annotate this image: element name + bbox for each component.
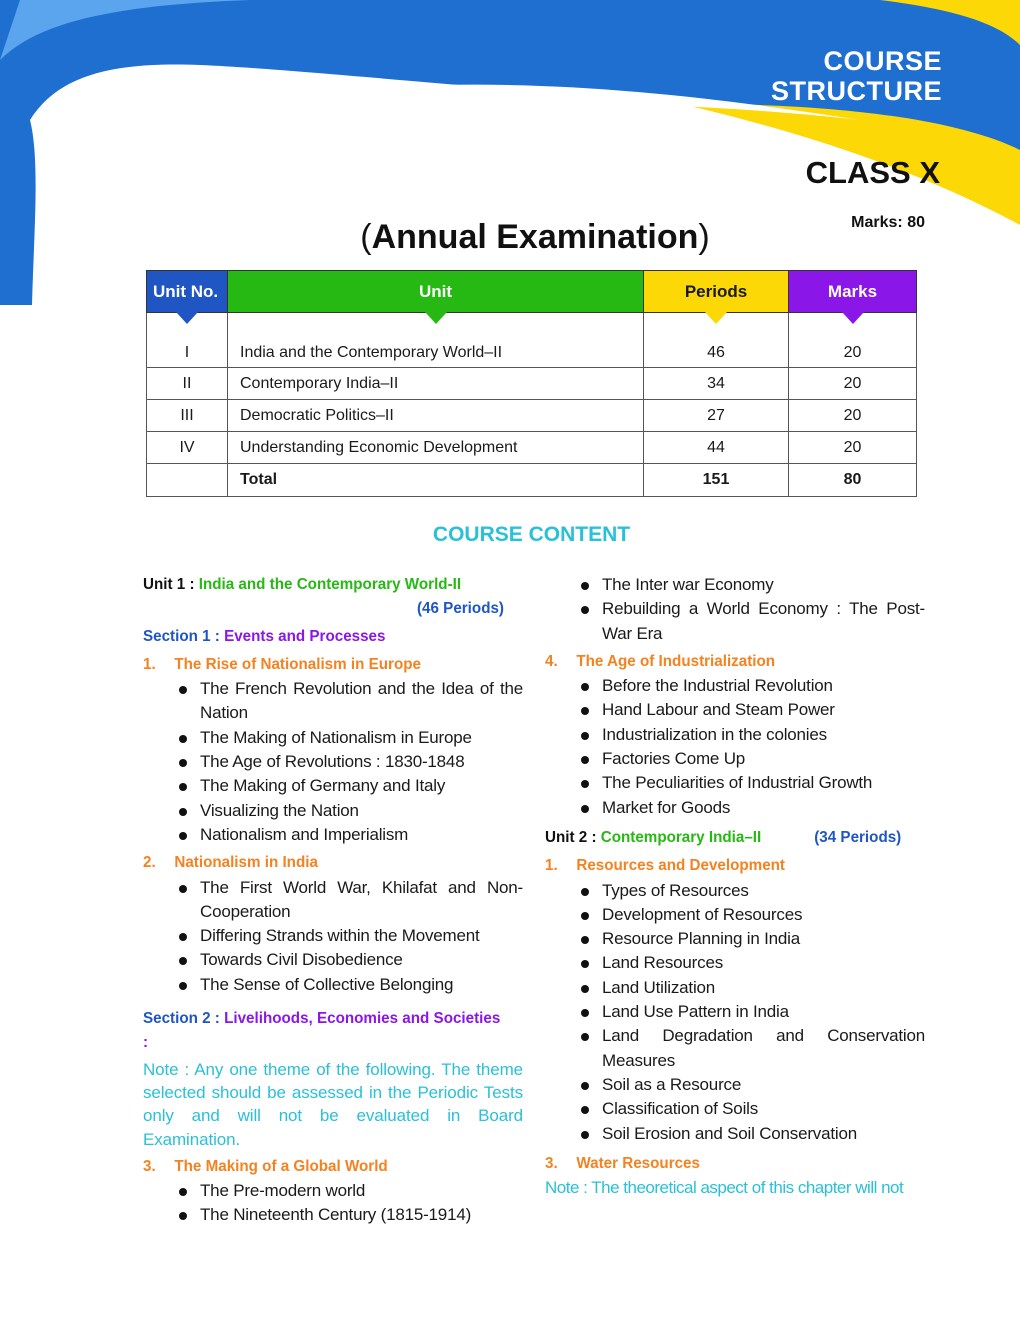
- topic4-title: The Age of Industrialization: [576, 652, 776, 670]
- list-item: The First World War, Khilafat and Non-Cooperation: [179, 876, 523, 925]
- u2-topic3-number: 3.: [545, 1154, 558, 1172]
- class-title: CLASS X: [805, 155, 940, 190]
- cell-total-marks: 80: [789, 464, 917, 497]
- topic4-number: 4.: [545, 652, 558, 670]
- list-item: Industrialization in the colonies: [581, 723, 925, 747]
- list-item: Land Utilization: [581, 976, 925, 1000]
- cell-unit: India and the Contemporary World–II: [228, 313, 644, 368]
- header-periods: [644, 271, 789, 313]
- table-row: [147, 368, 917, 400]
- arrow-down-icon: [176, 312, 198, 324]
- list-item: Soil Erosion and Soil Conservation: [581, 1122, 925, 1146]
- topic1-number: 1.: [143, 655, 156, 673]
- section2-note: Note : Any one theme of the following. The theme selected should be assessed in the Periodic Tests only and will not be evaluated in Board Examination.: [143, 1059, 523, 1149]
- u2-topic3-title: Water Resources: [576, 1154, 700, 1172]
- list-item: The Making of Germany and Italy: [179, 774, 523, 798]
- cell-unit-no: III: [147, 400, 228, 432]
- list-item: Land Degradation and Conservation Measures: [581, 1024, 925, 1073]
- blue-left-edge: [0, 120, 36, 305]
- list-item: Classification of Soils: [581, 1097, 925, 1121]
- course-structure-line2: STRUCTURE: [771, 76, 942, 106]
- section2-heading: [143, 1007, 504, 1056]
- section1-name: Events and Processes: [224, 627, 386, 645]
- header-marks: [789, 271, 917, 313]
- unit1-name: India and the Contemporary World-II: [198, 576, 462, 593]
- arrow-down-icon: [705, 312, 727, 324]
- cell-periods: 46: [644, 313, 789, 368]
- list-item: The Peculiarities of Industrial Growth: [581, 771, 925, 795]
- course-structure-line1: COURSE: [823, 46, 942, 76]
- arrow-down-icon: [842, 312, 864, 324]
- table-row: [147, 432, 917, 464]
- topic2-number: 2.: [143, 854, 156, 872]
- topic2-heading: [143, 851, 504, 875]
- list-item: The Nineteenth Century (1815-1914): [179, 1203, 523, 1227]
- header-unit-no: [147, 271, 228, 313]
- table-total-row: [147, 464, 917, 497]
- header-marks-label: Marks: [827, 281, 878, 301]
- exam-close-paren: ): [698, 218, 710, 256]
- topic4-list: [545, 674, 925, 820]
- list-item: Differing Strands within the Movement: [179, 924, 523, 948]
- list-item: Market for Goods: [581, 796, 925, 820]
- cell-marks: 20: [789, 368, 917, 400]
- exam-title: [0, 218, 1020, 257]
- u2-topic1-title: Resources and Development: [576, 857, 785, 875]
- unit1-heading: [143, 573, 504, 597]
- topic3-list-part2: [545, 573, 925, 646]
- cell-periods: 44: [644, 432, 789, 464]
- cell-unit: Democratic Politics–II: [228, 400, 644, 432]
- list-item: Rebuilding a World Economy : The Post-War Era: [581, 597, 925, 646]
- cell-marks: 20: [789, 313, 917, 368]
- list-item: Factories Come Up: [581, 747, 925, 771]
- cell-total-label: Total: [228, 464, 644, 497]
- topic2-list: [143, 876, 523, 997]
- table-row: [147, 400, 917, 432]
- topic3-list-part1: [143, 1179, 523, 1228]
- topic3-heading: [143, 1155, 504, 1179]
- section1-heading: [143, 625, 504, 649]
- cell-periods: 27: [644, 400, 789, 432]
- cell-total-periods: 151: [644, 464, 789, 497]
- unit1-prefix: Unit 1 :: [143, 576, 199, 593]
- list-item: Hand Labour and Steam Power: [581, 698, 925, 722]
- cell-unit-no: [147, 464, 228, 497]
- header-unit-no-label: Unit No.: [153, 281, 219, 301]
- table-row: [147, 313, 917, 368]
- list-item: The Pre-modern world: [179, 1179, 523, 1203]
- list-item: Land Use Pattern in India: [581, 1000, 925, 1024]
- list-item: Nationalism and Imperialism: [179, 823, 523, 847]
- header-unit: [228, 271, 644, 313]
- list-item: Soil as a Resource: [581, 1073, 925, 1097]
- u2-topic1-list: [545, 879, 925, 1146]
- u2-topic1-number: 1.: [545, 857, 558, 875]
- list-item: The Making of Nationalism in Europe: [179, 726, 523, 750]
- exam-open-paren: (: [360, 218, 372, 256]
- u2-topic3-note: Note : The theoretical aspect of this chapter will not: [545, 1178, 904, 1198]
- cell-marks: 20: [789, 432, 917, 464]
- unit2-periods: (34 Periods): [814, 828, 902, 846]
- list-item: Visualizing the Nation: [179, 799, 523, 823]
- cell-unit-no: IV: [147, 432, 228, 464]
- exam-title-text: Annual Examination: [371, 218, 699, 256]
- topic1-list: [143, 677, 523, 847]
- topic3-number: 3.: [143, 1157, 156, 1175]
- list-item: Development of Resources: [581, 903, 925, 927]
- section2-prefix: Section 2 :: [143, 1010, 225, 1028]
- unit2-prefix: Unit 2 :: [545, 828, 601, 846]
- list-item: Before the Industrial Revolution: [581, 674, 925, 698]
- cell-unit: Contemporary India–II: [228, 368, 644, 400]
- cell-unit-no: I: [147, 313, 228, 368]
- topic2-title: Nationalism in India: [174, 854, 318, 872]
- unit1-periods: [143, 597, 504, 621]
- header-unit-label: Unit: [418, 281, 453, 301]
- topic1-heading: [143, 653, 504, 677]
- topic1-title: The Rise of Nationalism in Europe: [174, 655, 421, 673]
- topic3-title: The Making of a Global World: [174, 1157, 388, 1175]
- topic4-heading: [545, 650, 906, 674]
- u2-topic1-heading: [545, 854, 906, 878]
- content-left-column: [143, 573, 523, 1228]
- u2-topic3-heading: [545, 1152, 906, 1176]
- cell-marks: 20: [789, 400, 917, 432]
- course-structure-heading: [771, 46, 942, 106]
- section1-prefix: Section 1 :: [143, 627, 225, 645]
- header-periods-label: Periods: [684, 281, 748, 301]
- list-item: The Inter war Economy: [581, 573, 925, 597]
- list-item: The Sense of Collective Belonging: [179, 973, 523, 997]
- table-header-row: [147, 271, 917, 313]
- list-item: Resource Planning in India: [581, 927, 925, 951]
- unit1-periods-text: (46 Periods): [416, 600, 504, 618]
- marks-label: Marks: 80: [851, 214, 925, 231]
- list-item: Land Resources: [581, 951, 925, 975]
- unit2-heading: [545, 826, 901, 850]
- cell-unit-no: II: [147, 368, 228, 400]
- section2-name: Livelihoods, Economies and Societies :: [143, 1010, 501, 1052]
- cell-periods: 34: [644, 368, 789, 400]
- course-content-title: COURSE CONTENT: [432, 523, 631, 546]
- cell-unit: Understanding Economic Development: [228, 432, 644, 464]
- list-item: Towards Civil Disobedience: [179, 948, 523, 972]
- marks-table: [146, 270, 917, 497]
- arrow-down-icon: [425, 312, 447, 324]
- unit2-name: Contemporary India–II: [600, 828, 762, 846]
- list-item: Types of Resources: [581, 879, 925, 903]
- list-item: The Age of Revolutions : 1830-1848: [179, 750, 523, 774]
- content-right-column: [545, 573, 925, 1199]
- list-item: The French Revolution and the Idea of the Nation: [179, 677, 523, 726]
